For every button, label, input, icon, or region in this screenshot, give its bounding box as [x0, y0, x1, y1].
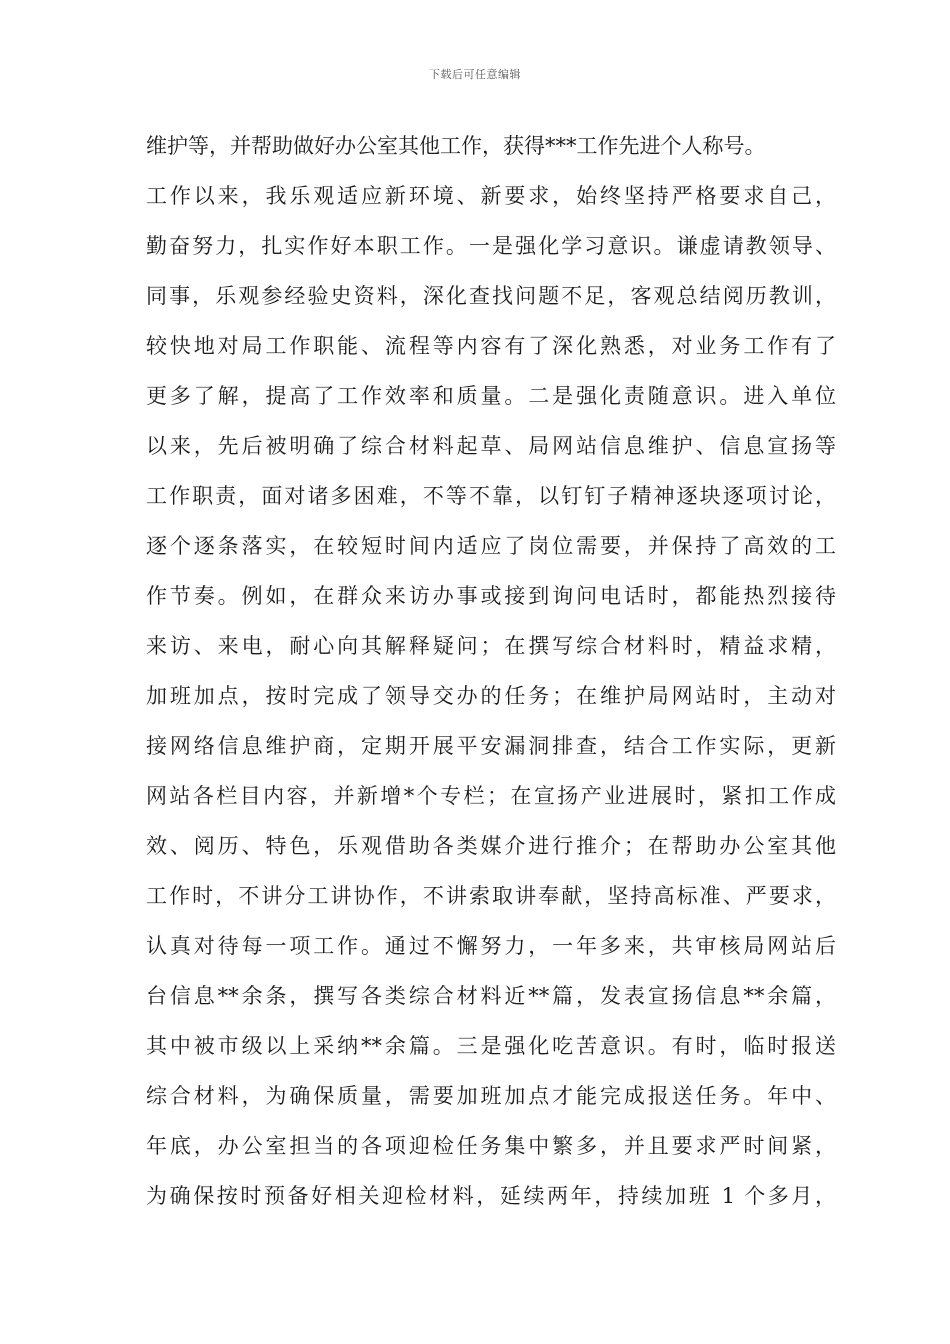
text-line: 同事，乐观参经验史资料，深化查找问题不足，客观总结阅历教训， — [146, 284, 836, 308]
text-line: 认真对待每一项工作。通过不懈努力，一年多来，共审核局网站后 — [146, 934, 836, 958]
text-line: 效、阅历、特色，乐观借助各类媒介进行推介；在帮助办公室其他 — [146, 834, 836, 858]
text-line: 以来，先后被明确了综合材料起草、局网站信息维护、信息宣扬等 — [146, 434, 836, 458]
text-line: 更多了解，提高了工作效率和质量。二是强化责随意识。进入单位 — [146, 384, 836, 408]
text-line: 工作时，不讲分工讲协作，不讲索取讲奉献，坚持高标准、严要求， — [146, 884, 836, 908]
page-header: 下载后可任意编辑 — [429, 68, 521, 81]
text-line: 网站各栏目内容，并新增*个专栏；在宣扬产业进展时，紧扣工作成 — [146, 784, 836, 808]
text-line: 接网络信息维护商，定期开展平安漏洞排查，结合工作实际，更新 — [146, 734, 836, 758]
document-body — [146, 130, 836, 1230]
text-line: 勤奋努力，扎实作好本职工作。一是强化学习意识。谦虚请教领导、 — [146, 234, 836, 258]
text-line: 综合材料，为确保质量，需要加班加点才能完成报送任务。年中、 — [146, 1084, 836, 1108]
text-line: 年底，办公室担当的各项迎检任务集中繁多，并且要求严时间紧， — [146, 1134, 836, 1158]
text-line: 工作职责，面对诸多困难，不等不靠，以钉钉子精神逐块逐项讨论， — [146, 484, 836, 508]
text-line: 维护等，并帮助做好办公室其他工作，获得***工作先进个人称号。 — [146, 134, 766, 158]
text-line: 为确保按时预备好相关迎检材料，延续两年，持续加班 1 个多月， — [146, 1184, 836, 1208]
text-line: 其中被市级以上采纳**余篇。三是强化吃苦意识。有时，临时报送 — [146, 1034, 836, 1058]
text-line: 较快地对局工作职能、流程等内容有了深化熟悉，对业务工作有了 — [146, 334, 836, 358]
text-line: 来访、来电，耐心向其解释疑问；在撰写综合材料时，精益求精， — [146, 634, 836, 658]
text-line: 加班加点，按时完成了领导交办的任务；在维护局网站时，主动对 — [146, 684, 836, 708]
text-line: 作节奏。例如，在群众来访办事或接到询问电话时，都能热烈接待 — [146, 584, 836, 608]
text-line: 工作以来，我乐观适应新环境、新要求，始终坚持严格要求自己， — [146, 184, 836, 208]
text-line: 台信息**余条，撰写各类综合材料近**篇，发表宣扬信息**余篇， — [146, 984, 836, 1008]
text-line: 逐个逐条落实，在较短时间内适应了岗位需要，并保持了高效的工 — [146, 534, 836, 558]
